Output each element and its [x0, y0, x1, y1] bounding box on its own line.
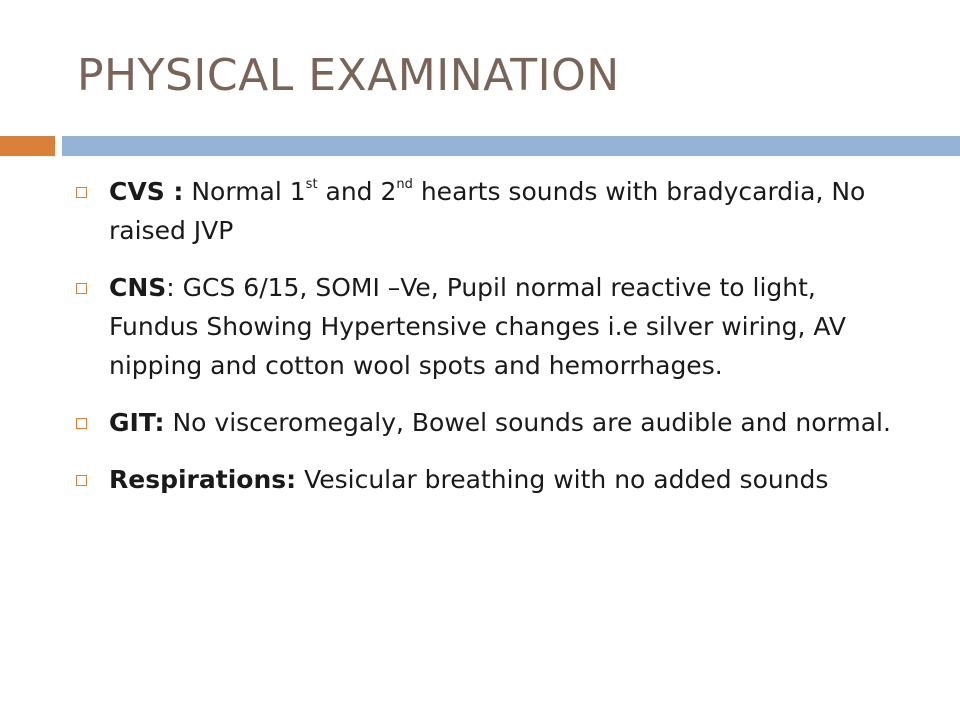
- bullet-text: hearts sounds with bradycardia, No raised JVP: [109, 177, 866, 245]
- bullet-heading: Respirations:: [109, 465, 297, 494]
- superscript: st: [305, 177, 318, 192]
- bullet-text: Normal 1: [183, 177, 306, 206]
- accent-bar-orange: [0, 136, 55, 156]
- square-outline-icon: [76, 283, 87, 294]
- square-outline-icon: [76, 418, 87, 429]
- bullet-list: [76, 172, 896, 517]
- bullet-item-cns: [76, 268, 896, 385]
- bullet-item-respirations: [76, 460, 896, 499]
- superscript: nd: [396, 177, 413, 192]
- slide-title: PHYSICAL EXAMINATION: [77, 50, 620, 101]
- bullet-heading: CNS: [109, 273, 167, 302]
- square-outline-icon: [76, 475, 87, 486]
- bullet-text: Vesicular breathing with no added sounds: [296, 465, 829, 494]
- bullet-text: and 2: [317, 177, 397, 206]
- bullet-text: No visceromegaly, Bowel sounds are audible and normal.: [164, 408, 891, 437]
- square-outline-icon: [76, 187, 87, 198]
- bullet-text: : GCS 6/15, SOMI –Ve, Pupil normal reactive to light, Fundus Showing Hypertensive changes i.e silver wiring, AV nipping and cotton wool spots and hemorrhages.: [109, 273, 847, 380]
- bullet-item-cvs: [76, 172, 896, 250]
- bullet-heading: GIT:: [109, 408, 165, 437]
- accent-bar-blue: [62, 136, 960, 156]
- bullet-item-git: [76, 403, 896, 442]
- bullet-heading: CVS :: [109, 177, 184, 206]
